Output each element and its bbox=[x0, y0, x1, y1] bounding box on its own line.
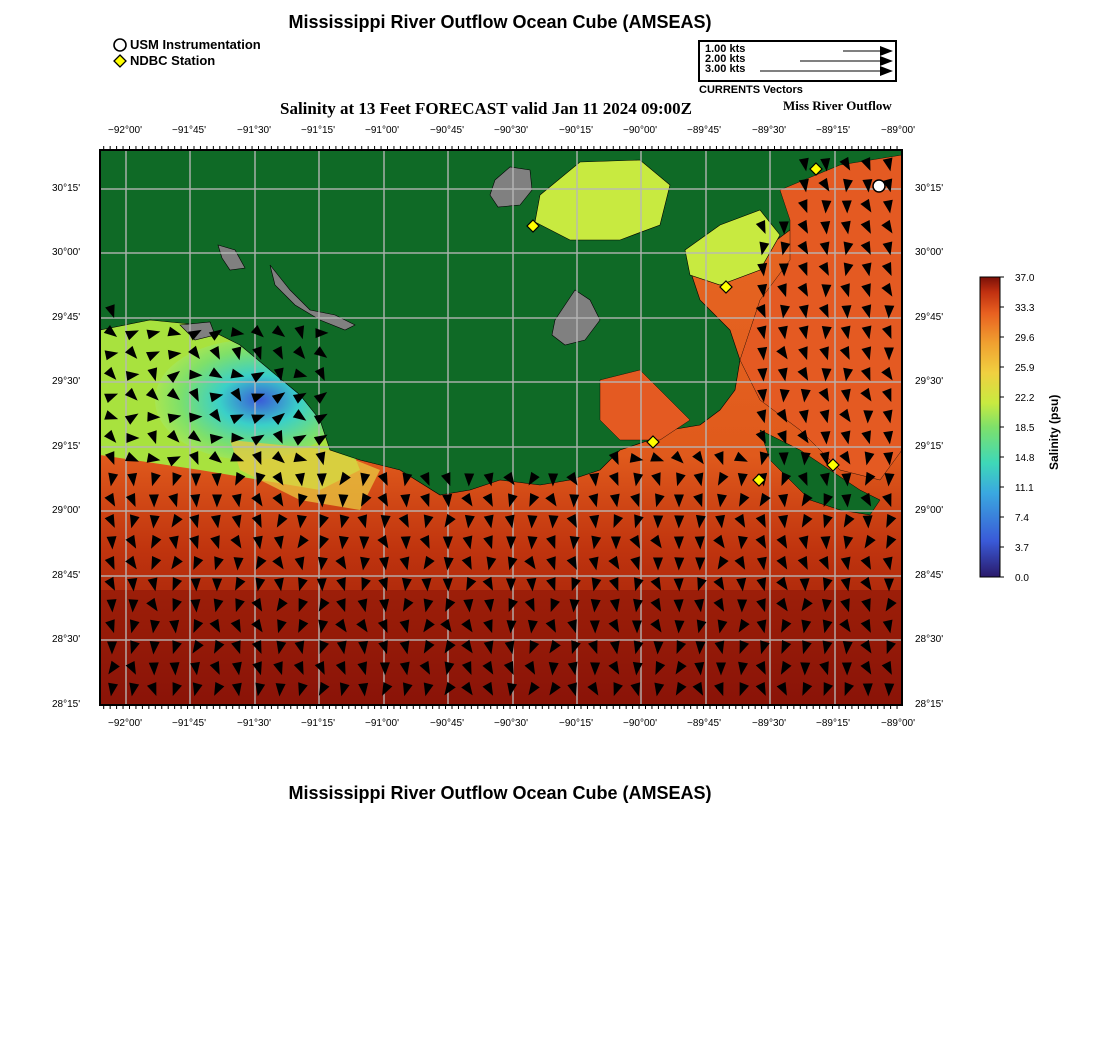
lat-label: 30°00' bbox=[52, 247, 81, 258]
lon-label: −92°00' bbox=[108, 125, 142, 136]
lon-label: −90°15' bbox=[559, 718, 593, 729]
lon-label: −91°30' bbox=[237, 125, 271, 136]
lat-label: 29°45' bbox=[52, 312, 81, 323]
colorbar-scale bbox=[980, 277, 1000, 577]
bottom-title: Mississippi River Outflow Ocean Cube (AMSEAS) bbox=[288, 783, 712, 803]
lat-label: 29°00' bbox=[52, 505, 81, 516]
lon-label: −91°15' bbox=[301, 125, 335, 136]
colorbar-ticks bbox=[1000, 277, 1004, 577]
page-title: Mississippi River Outflow Ocean Cube (AMSEAS) bbox=[288, 12, 712, 32]
circle-marker-icon bbox=[112, 37, 128, 53]
colorbar-tick-label: 3.7 bbox=[1015, 543, 1029, 554]
lat-label: 28°45' bbox=[915, 570, 944, 581]
lon-label: −91°00' bbox=[365, 718, 399, 729]
colorbar-tick-label: 29.6 bbox=[1015, 333, 1035, 344]
colorbar-tick-label: 7.4 bbox=[1015, 513, 1029, 524]
map-title: Salinity at 13 Feet FORECAST valid Jan 11 2024 09:00Z bbox=[280, 99, 692, 118]
lon-label: −91°00' bbox=[365, 125, 399, 136]
lon-label: −90°30' bbox=[494, 718, 528, 729]
colorbar-tick-label: 25.9 bbox=[1015, 363, 1035, 374]
lon-label: −89°00' bbox=[881, 718, 915, 729]
lat-label: 29°15' bbox=[52, 441, 81, 452]
lon-label: −90°45' bbox=[430, 718, 464, 729]
lon-label: −90°00' bbox=[623, 125, 657, 136]
map-subtitle: Miss River Outflow bbox=[783, 98, 892, 113]
vector-key-caption: CURRENTS Vectors bbox=[699, 84, 803, 96]
lon-label: −92°00' bbox=[108, 718, 142, 729]
map-tick-border-top bbox=[100, 146, 902, 150]
lat-label: 30°15' bbox=[52, 183, 81, 194]
lon-label: −89°30' bbox=[752, 718, 786, 729]
vector-key-arrows bbox=[700, 42, 895, 80]
colorbar-tick-label: 33.3 bbox=[1015, 303, 1035, 314]
salinity-map bbox=[96, 145, 908, 711]
lat-label: 29°15' bbox=[915, 441, 944, 452]
lat-label: 28°30' bbox=[52, 634, 81, 645]
lat-label: 29°30' bbox=[915, 376, 944, 387]
ndbc-station-label: NDBC Station bbox=[130, 53, 216, 68]
lon-label: −91°45' bbox=[172, 125, 206, 136]
colorbar-label: Salinity (psu) bbox=[1047, 394, 1061, 470]
lat-label: 29°30' bbox=[52, 376, 81, 387]
lon-label: −89°30' bbox=[752, 125, 786, 136]
diamond-marker-icon bbox=[112, 53, 128, 69]
colorbar-tick-label: 18.5 bbox=[1015, 423, 1035, 434]
lat-label: 28°15' bbox=[52, 699, 81, 710]
lon-label: −89°00' bbox=[881, 125, 915, 136]
colorbar-tick-label: 37.0 bbox=[1015, 273, 1035, 284]
colorbar-tick-label: 0.0 bbox=[1015, 573, 1029, 584]
lon-label: −89°45' bbox=[687, 718, 721, 729]
lon-label: −90°15' bbox=[559, 125, 593, 136]
salinity-colorbar bbox=[975, 270, 1095, 590]
usm-instrumentation-label: USM Instrumentation bbox=[130, 37, 261, 52]
lat-label: 30°15' bbox=[915, 183, 944, 194]
map-tick-border-bottom bbox=[100, 705, 902, 709]
vector-key-row: 3.00 kts bbox=[705, 63, 746, 75]
vector-key-row: 1.00 kts bbox=[705, 43, 746, 55]
lon-label: −90°30' bbox=[494, 125, 528, 136]
lat-label: 30°00' bbox=[915, 247, 944, 258]
vector-key-box bbox=[698, 40, 897, 82]
lat-label: 29°45' bbox=[915, 312, 944, 323]
lat-label: 28°45' bbox=[52, 570, 81, 581]
lat-label: 28°30' bbox=[915, 634, 944, 645]
lon-label: −89°15' bbox=[816, 718, 850, 729]
lon-label: −90°45' bbox=[430, 125, 464, 136]
lon-label: −89°45' bbox=[687, 125, 721, 136]
usm-instrumentation-marker bbox=[873, 180, 885, 192]
colorbar-tick-label: 11.1 bbox=[1015, 483, 1034, 494]
lon-label: −90°00' bbox=[623, 718, 657, 729]
lat-label: 28°15' bbox=[915, 699, 944, 710]
colorbar-tick-label: 14.8 bbox=[1015, 453, 1035, 464]
lon-label: −89°15' bbox=[816, 125, 850, 136]
lon-label: −91°45' bbox=[172, 718, 206, 729]
vector-key-row: 2.00 kts bbox=[705, 53, 746, 65]
lat-label: 29°00' bbox=[915, 505, 944, 516]
colorbar-tick-label: 22.2 bbox=[1015, 393, 1035, 404]
lon-label: −91°15' bbox=[301, 718, 335, 729]
lon-label: −91°30' bbox=[237, 718, 271, 729]
